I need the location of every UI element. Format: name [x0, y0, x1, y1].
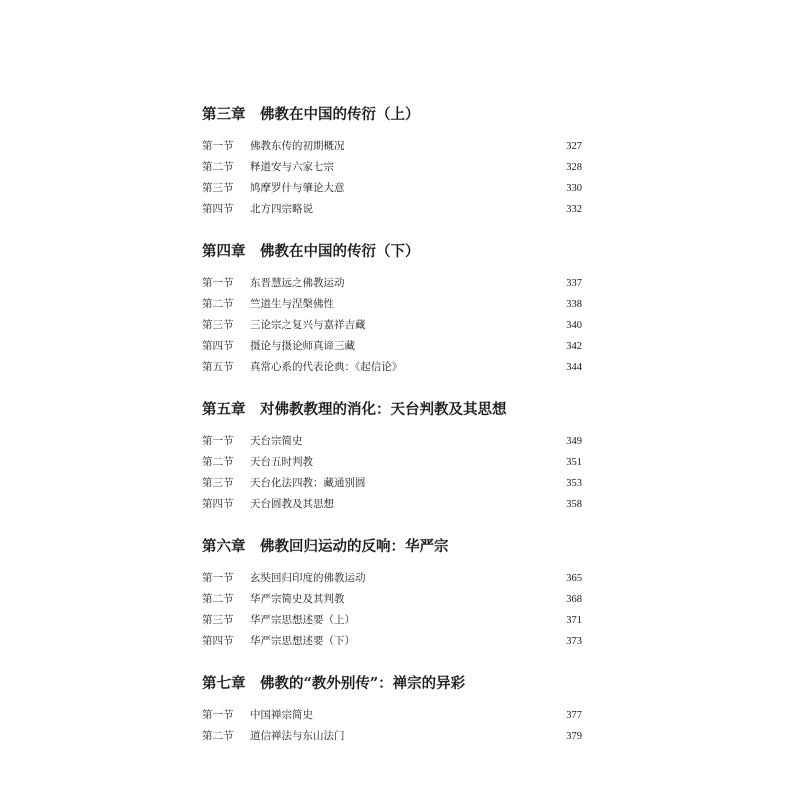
section-number: 第四节 [202, 498, 234, 510]
section-title: 天台圆教及其思想 [250, 498, 334, 510]
section-number: 第三节 [202, 182, 234, 194]
section-row [202, 357, 582, 378]
section-page: 373 [566, 636, 582, 647]
section-title: 三论宗之复兴与嘉祥吉藏 [250, 319, 366, 331]
section-row [202, 610, 582, 631]
section-row [202, 136, 582, 157]
chapter-title [202, 104, 582, 126]
section-page: 327 [566, 141, 582, 152]
chapter-name: 佛教在中国的传衍（下） [260, 243, 420, 260]
section-number: 第一节 [202, 709, 234, 721]
section-number: 第三节 [202, 614, 234, 626]
section-row [202, 473, 582, 494]
section-number: 第三节 [202, 477, 234, 489]
section-title: 真常心系的代表论典：《起信论》 [250, 361, 403, 373]
section-row [202, 452, 582, 473]
table-of-contents [202, 104, 582, 768]
section-row [202, 294, 582, 315]
section-page: 353 [566, 478, 582, 489]
section-page: 328 [566, 162, 582, 173]
chapter-name: 佛教在中国的传衍（上） [260, 106, 420, 123]
section-row [202, 494, 582, 515]
section-title: 北方四宗略说 [250, 203, 313, 215]
section-number: 第二节 [202, 456, 234, 468]
section-title: 华严宗简史及其判教 [250, 593, 345, 605]
section-page: 379 [566, 731, 582, 742]
chapter-6 [202, 536, 582, 652]
section-title: 玄奘回归印度的佛教运动 [250, 572, 366, 584]
section-title: 摄论与摄论师真谛三藏 [250, 340, 355, 352]
section-title: 华严宗思想述要（上） [250, 614, 355, 626]
chapter-number: 第三章 [202, 106, 246, 123]
section-title: 华严宗思想述要（下） [250, 635, 355, 647]
section-row [202, 178, 582, 199]
section-number: 第四节 [202, 203, 234, 215]
section-title: 天台五时判教 [250, 456, 313, 468]
section-number: 第二节 [202, 730, 234, 742]
section-title: 中国禅宗简史 [250, 709, 313, 721]
chapter-number: 第六章 [202, 538, 246, 555]
chapter-name: 对佛教教理的消化：天台判教及其思想 [260, 401, 507, 418]
section-row [202, 589, 582, 610]
section-title: 东晋慧远之佛教运动 [250, 277, 345, 289]
section-number: 第一节 [202, 435, 234, 447]
section-number: 第一节 [202, 572, 234, 584]
chapter-number: 第七章 [202, 675, 246, 692]
section-number: 第四节 [202, 635, 234, 647]
section-page: 340 [566, 320, 582, 331]
section-page: 338 [566, 299, 582, 310]
section-row [202, 336, 582, 357]
chapter-number: 第四章 [202, 243, 246, 260]
section-row [202, 568, 582, 589]
chapter-title [202, 241, 582, 263]
section-page: 351 [566, 457, 582, 468]
section-row [202, 157, 582, 178]
section-title: 天台化法四教：藏通别圆 [250, 477, 366, 489]
chapter-3 [202, 104, 582, 220]
chapter-4 [202, 241, 582, 378]
chapter-name: 佛教回归运动的反响：华严宗 [260, 538, 449, 555]
section-number: 第一节 [202, 277, 234, 289]
chapter-5 [202, 399, 582, 515]
section-page: 371 [566, 615, 582, 626]
section-number: 第四节 [202, 340, 234, 352]
section-page: 365 [566, 573, 582, 584]
section-title: 释道安与六家七宗 [250, 161, 334, 173]
section-page: 332 [566, 204, 582, 215]
section-number: 第二节 [202, 593, 234, 605]
section-title: 竺道生与涅槃佛性 [250, 298, 334, 310]
section-page: 337 [566, 278, 582, 289]
chapter-title [202, 673, 582, 695]
section-row [202, 315, 582, 336]
section-page: 349 [566, 436, 582, 447]
section-page: 344 [566, 362, 582, 373]
section-number: 第三节 [202, 319, 234, 331]
section-row [202, 431, 582, 452]
section-number: 第五节 [202, 361, 234, 373]
section-row [202, 273, 582, 294]
section-page: 368 [566, 594, 582, 605]
section-page: 330 [566, 183, 582, 194]
section-row [202, 726, 582, 747]
chapter-7 [202, 673, 582, 747]
section-title: 佛教东传的初期概况 [250, 140, 345, 152]
section-page: 358 [566, 499, 582, 510]
chapter-title [202, 399, 582, 421]
section-row [202, 705, 582, 726]
section-row [202, 631, 582, 652]
section-number: 第一节 [202, 140, 234, 152]
chapter-number: 第五章 [202, 401, 246, 418]
section-number: 第二节 [202, 298, 234, 310]
section-title: 鸠摩罗什与肇论大意 [250, 182, 345, 194]
section-page: 342 [566, 341, 582, 352]
section-title: 道信禅法与东山法门 [250, 730, 345, 742]
section-title: 天台宗简史 [250, 435, 303, 447]
section-page: 377 [566, 710, 582, 721]
chapter-title [202, 536, 582, 558]
section-row [202, 199, 582, 220]
section-number: 第二节 [202, 161, 234, 173]
chapter-name: 佛教的“教外别传”：禅宗的异彩 [260, 675, 466, 692]
